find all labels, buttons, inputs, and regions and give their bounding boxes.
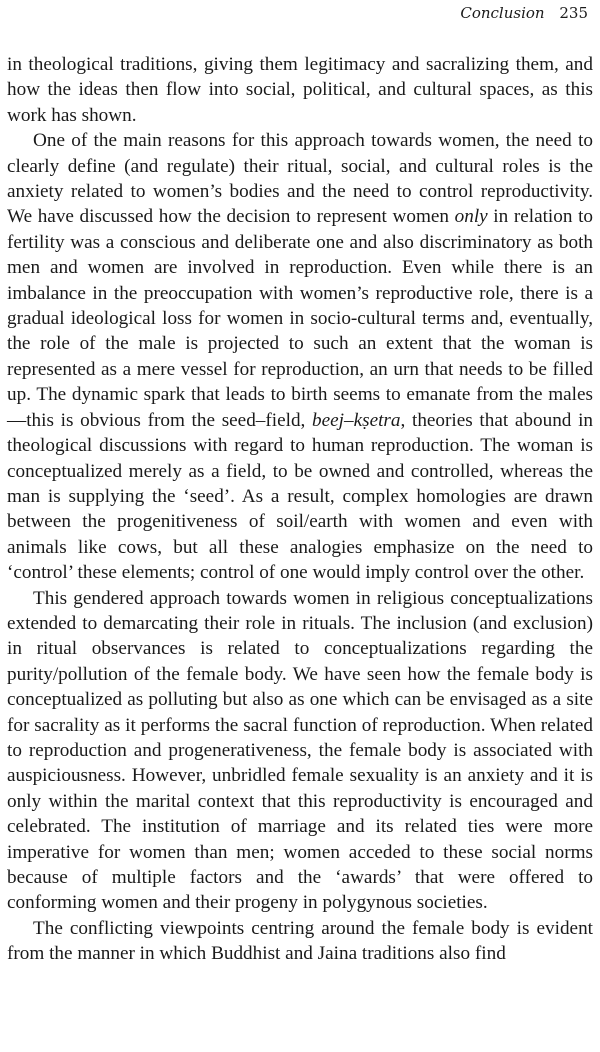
paragraph: [7, 916, 593, 967]
paragraph-text: in theological traditions, giving them legitimacy and sacralizing them, and how the ideas then flow into social, political, and cultural spaces, as this work has shown.: [7, 54, 593, 126]
paragraph-text: One of the main reasons for this approach towards women, the need to clearly define (and regulate) their ritual, social, and cultural roles is the anxiety related to women’s bodies and the need to control reproductivity. We have discussed how the decision to represent women: [7, 130, 593, 228]
running-head: [460, 2, 588, 24]
paragraph: [7, 128, 593, 585]
emphasis-only: only: [454, 206, 488, 228]
paragraph-text: , theories that abound in theological discussions with regard to human reproduction. The woman is conceptualized merely as a field, to be owned and controlled, whereas the man is supplying the ‘seed’. As a result, complex homologies are drawn between the progenitiveness of soil/earth with women and even with animals like cows, but all these analogies emphasize on the need to ‘control’ these elements; control of one would imply control over the other.: [7, 409, 594, 584]
paragraph: [7, 586, 593, 916]
paragraph-text: The conflicting viewpoints centring around the female body is evident from the manner in which Buddhist and Jaina traditions also find: [7, 917, 593, 965]
page-number: 235: [559, 4, 588, 22]
paragraph-continued: [7, 52, 593, 128]
paragraph-text: in relation to fertility was a conscious and deliberate one and also discriminatory as both men and women are involved in reproduction. Even while there is an imbalance in the preoccupation with women’s reproductive role, there is a gradual ideological loss for women in socio-cultural terms and, eventually, the role of the male is projected to such an extent that the woman is represented as a mere vessel for reproduction, an urn that needs to be filled up. The dynamic spark that leads to birth seems to emanate from the males—this is obvious from the seed–field,: [7, 206, 593, 431]
term-beej-kshetra: beej–kṣetra: [312, 409, 401, 431]
running-head-section-title: Conclusion: [460, 4, 545, 22]
paragraph-text: This gendered approach towards women in religious conceptualizations extended to demarcating their role in rituals. The inclusion (and exclusion) in ritual observances is related to conceptualizations regarding the purity/pollution of the female body. We have seen how the female body is conceptualized as polluting but also as one which can be envisaged as a site for sacrality as it performs the sacral function of reproduction. When related to reproduction and progenerativeness, the female body is associated with auspiciousness. However, unbridled female sexuality is an anxiety and it is only within the marital context that this reproductivity is encouraged and celebrated. The institution of marriage and its related ties were more imperative for women than men; women acceded to these social norms because of multiple factors and the ‘awards’ that were offered to conforming women and their progeny in polygynous societies.: [7, 587, 593, 914]
body-text: [7, 52, 593, 967]
